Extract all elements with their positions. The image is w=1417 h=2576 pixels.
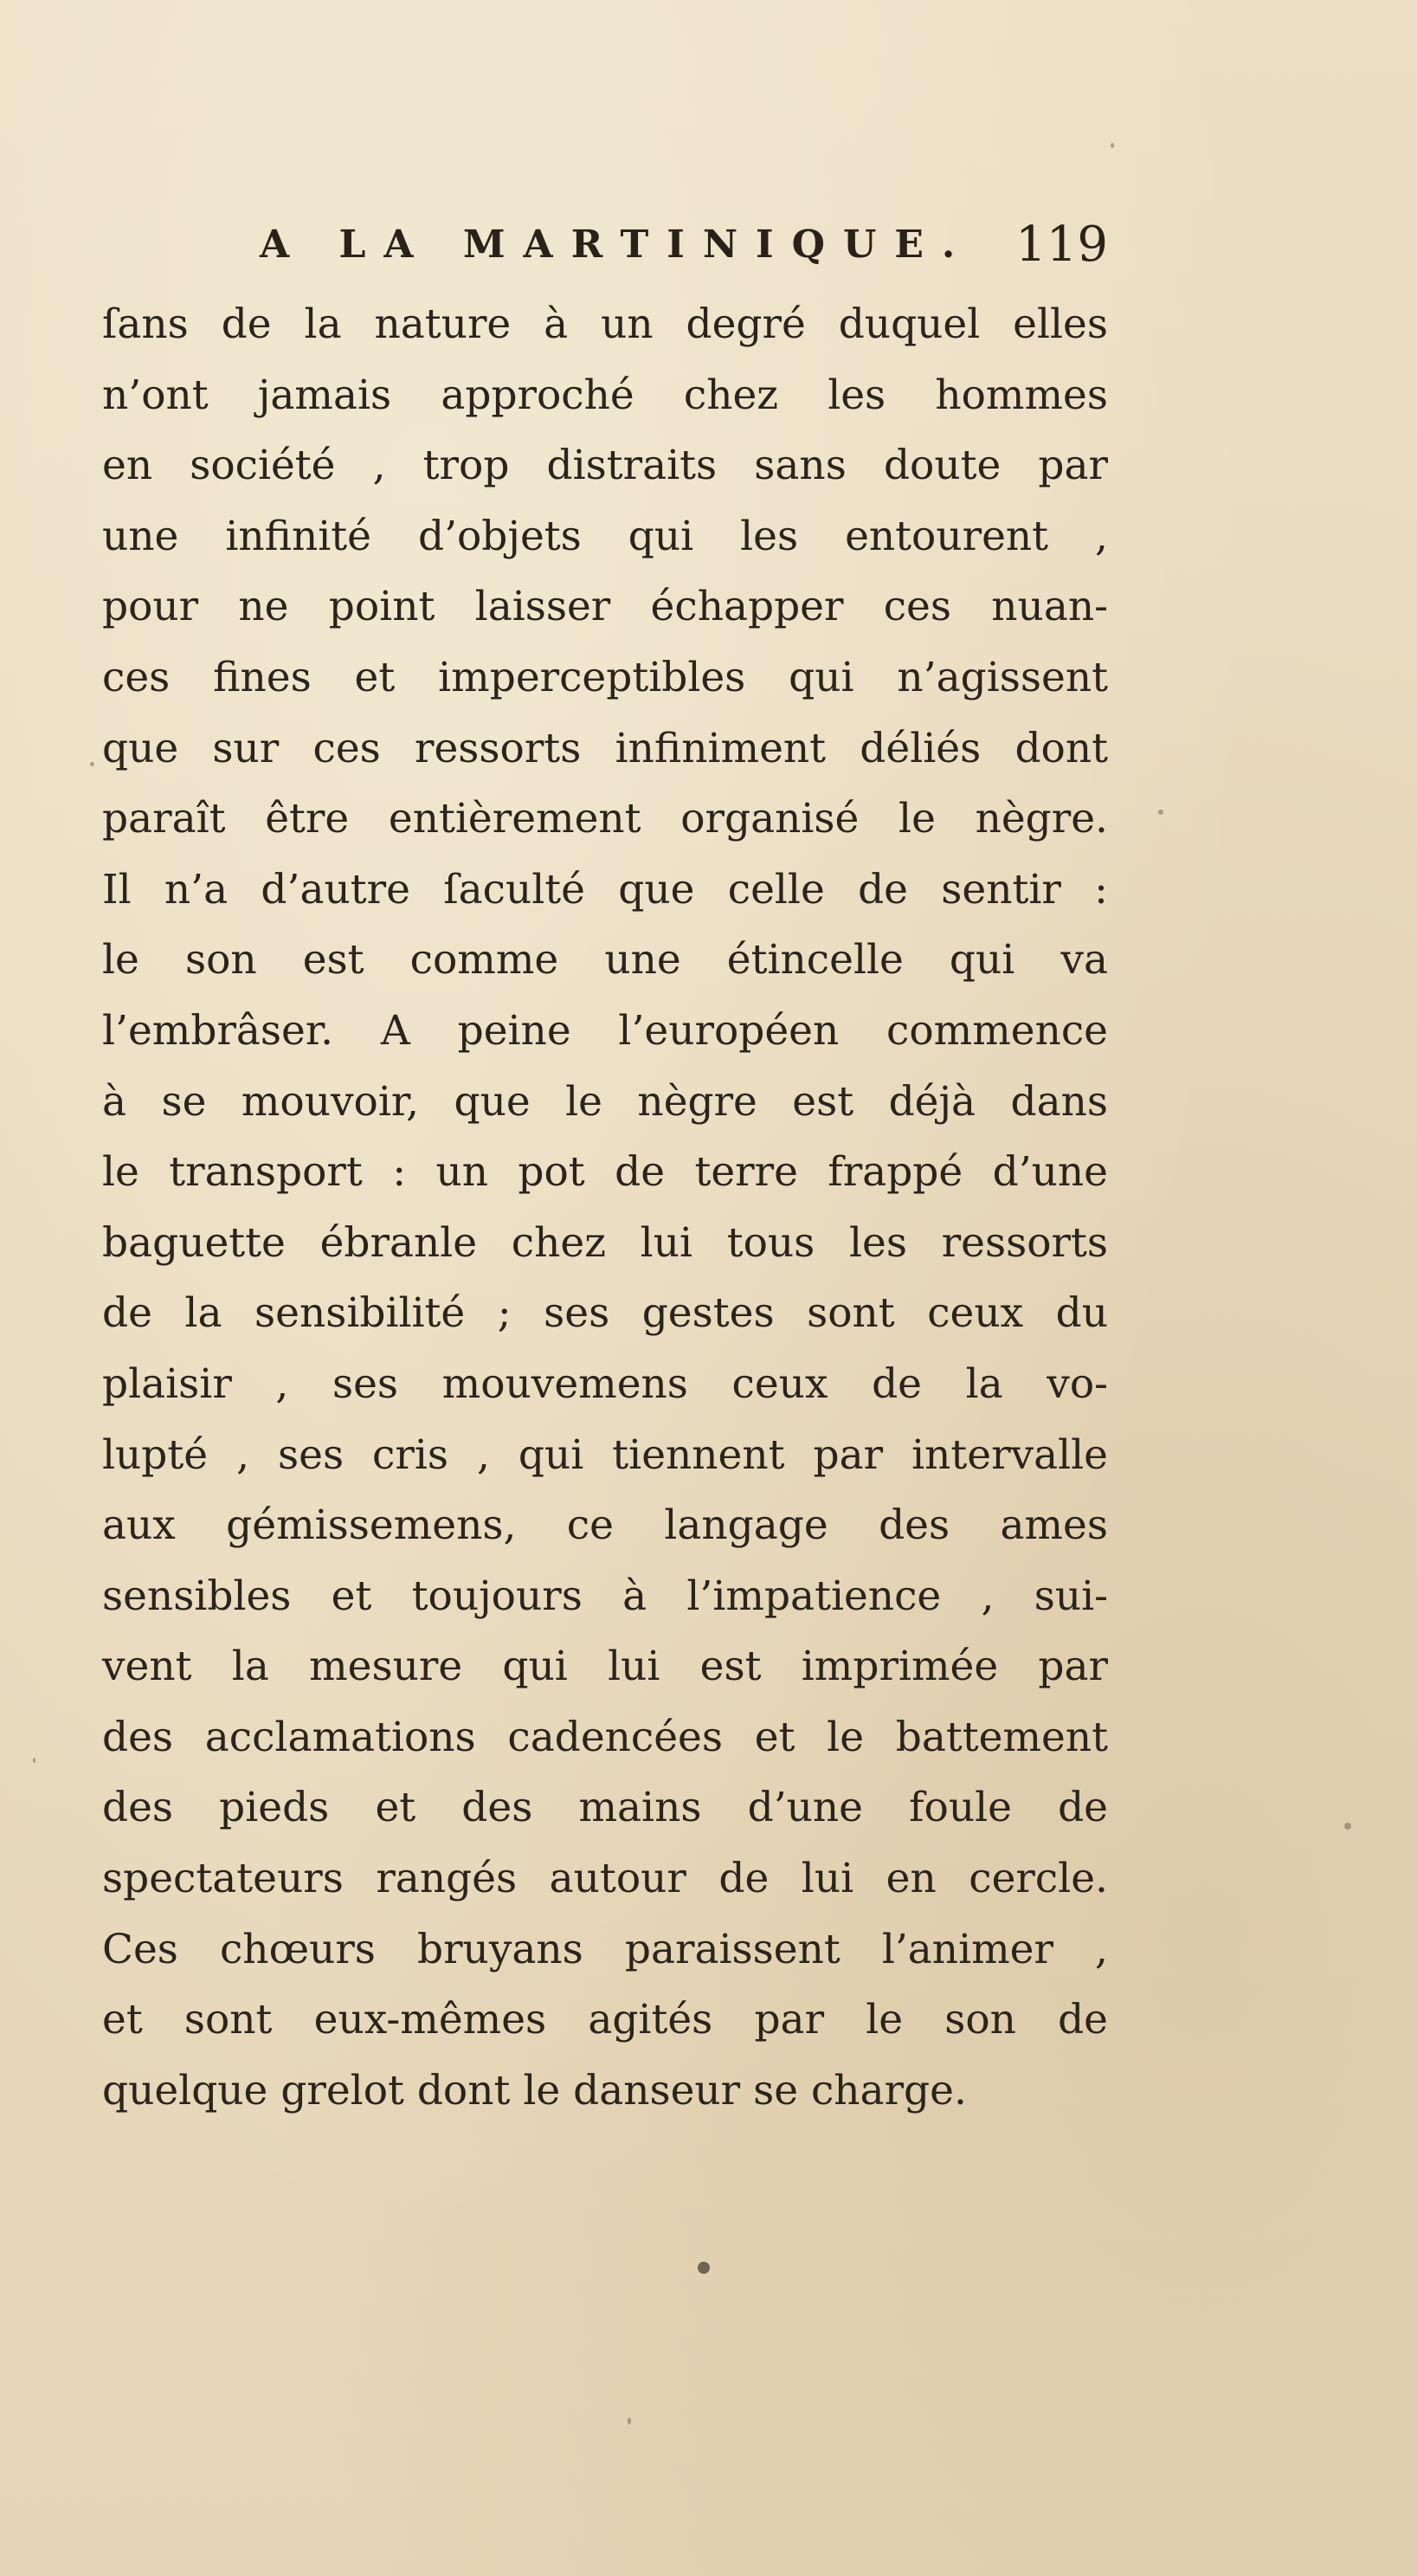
text-line: que sur ces ressorts infiniment déliés dont: [102, 724, 1108, 772]
page-number: 119: [1015, 216, 1108, 273]
paper-speck: [1111, 143, 1114, 148]
text-line: baguette ébranle chez lui tous les ressorts: [102, 1218, 1108, 1267]
text-line: aux gémissemens, ce langage des ames: [102, 1501, 1108, 1550]
body-text: [102, 289, 1108, 2126]
text-line: quelque grelot dont le danseur se charge.: [102, 2066, 967, 2114]
text-line: n’ont jamais approché chez les hommes: [102, 371, 1108, 419]
ornament-dot: [698, 2262, 710, 2274]
paper-speck: [628, 2418, 631, 2424]
text-line: Il n’a d’autre ſaculté que celle de sentir :: [102, 865, 1108, 914]
paper-speck: [1158, 810, 1163, 815]
running-title: A LA MARTINIQUE.: [260, 223, 974, 267]
text-line: vent la mesure qui lui est imprimée par: [102, 1643, 1108, 1691]
paper-speck: [1344, 1823, 1351, 1830]
text-line: pour ne point laisser échapper ces nuan-: [102, 583, 1108, 631]
text-line: paraît être entièrement organisé le nègre.: [102, 795, 1108, 843]
text-line: sensibles et toujours à l’impatience , sui-: [102, 1572, 1108, 1620]
text-line: à se mouvoir, que le nègre est déjà dans: [102, 1077, 1108, 1126]
text-line: le transport : un pot de terre frappé d’une: [102, 1148, 1108, 1197]
text-line: l’embrâser. A peine l’européen commence: [102, 1006, 1108, 1055]
text-line: plaisir , ses mouvemens ceux de la vo-: [102, 1359, 1108, 1408]
paper-speck: [90, 762, 94, 766]
text-line: ſans de la nature à un degré duquel elles: [102, 300, 1108, 348]
text-line: des acclamations cadencées et le battement: [102, 1713, 1108, 1761]
text-line: et sont eux-mêmes agités par le son de: [102, 1996, 1108, 2044]
text-line: en société , trop distraits sans doute par: [102, 442, 1108, 490]
paper-speck: [33, 1758, 35, 1763]
text-line: une infinité d’objets qui les entourent ,: [102, 512, 1108, 560]
text-line: spectateurs rangés autour de lui en cercle.: [102, 1855, 1108, 1903]
text-line: des pieds et des mains d’une foule de: [102, 1784, 1108, 1832]
text-line: de la sensibilité ; ses gestes sont ceux du: [102, 1289, 1108, 1338]
text-line: Ces chœurs bruyans paraissent l’animer ,: [102, 1925, 1108, 1973]
text-line: le son est comme une étincelle qui va: [102, 936, 1108, 985]
running-head: [260, 215, 1108, 275]
text-line: ces fines et imperceptibles qui n’agissent: [102, 653, 1108, 701]
text-line: lupté , ses cris , qui tiennent par intervalle: [102, 1430, 1108, 1479]
